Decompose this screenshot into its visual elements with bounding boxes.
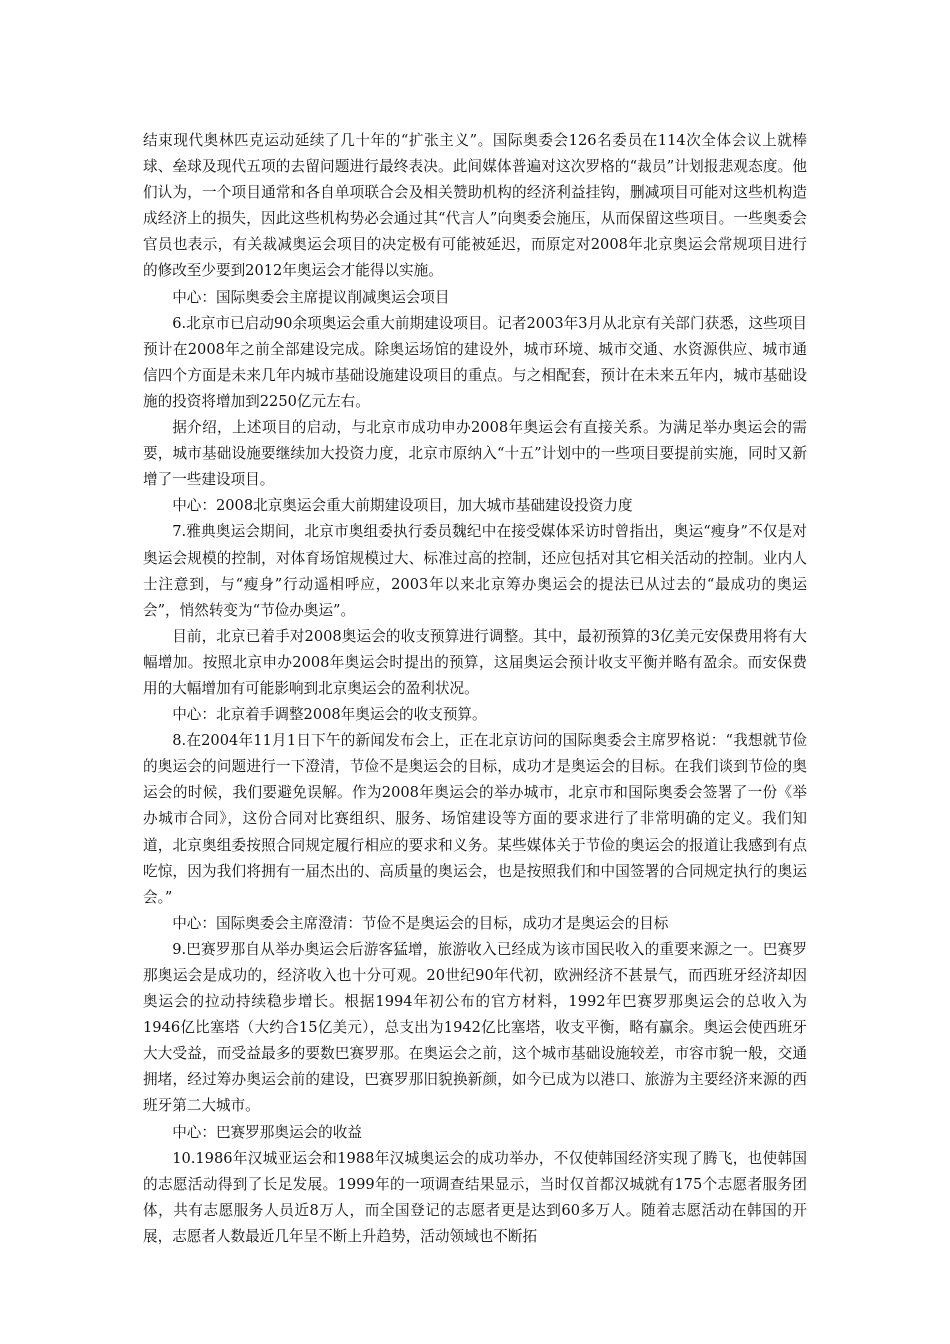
summary-line-5: 中心：国际奥委会主席提议削减奥运会项目: [172, 288, 450, 306]
paragraph-item-7: 7.雅典奥运会期间，北京市奥组委执行委员魏纪中在接受媒体采访时曾指出，奥运“瘦身”不仅是对奥运会规模的控制，对体育场馆规模过大、标准过高的控制，还应包括对其它相关活动的控制。业内人士注意到，与“瘦身”行动遥相呼应，2003年以来北京筹办奥运会的提法已从过去的“最成功的奥运会”，悄然转变为“节俭办奥运”。: [143, 523, 807, 619]
summary-line-8: 中心：国际奥委会主席澄清：节俭不是奥运会的目标，成功才是奥运会的目标: [172, 914, 669, 932]
summary-line-7: 中心：北京着手调整2008年奥运会的收支预算。: [172, 706, 487, 724]
paragraph-item-10: 10.1986年汉城亚运会和1988年汉城奥运会的成功举办，不仅使韩国经济实现了腾飞，也使韩国的志愿活动得到了长足发展。1999年的一项调查结果显示，当时仅首都汉城就有175个志愿者服务团体，共有志愿服务人员近8万人，而全国登记的志愿者更是达到60多万人。随着志愿活动在韩国的开展，志愿者人数最近几年呈不断上升趋势，活动领域也不断拓: [143, 1149, 807, 1245]
document-body: [143, 128, 807, 1250]
paragraph-item-6-continued: 据介绍，上述项目的启动，与北京市成功申办2008年奥运会有直接关系。为满足举办奥运会的需要，城市基础设施要继续加大投资力度，北京市原纳入“十五”计划中的一些项目要提前实施，同时又新增了一些建设项目。: [143, 419, 807, 489]
paragraph-intro-continued: 结束现代奥林匹克运动延续了几十年的“扩张主义”。国际奥委会126名委员在114次全体会议上就棒球、垒球及现代五项的去留问题进行最终表决。此间媒体普遍对这次罗格的“裁员”计划报悲观态度。他们认为，一个项目通常和各自单项联合会及相关赞助机构的经济利益挂钩，删减项目可能对这些机构造成经济上的损失，因此这些机构势必会通过其“代言人”向奥委会施压，从而保留这些项目。一些奥委会官员也表示，有关裁减奥运会项目的决定极有可能被延迟，而原定对2008年北京奥运会常规项目进行的修改至少要到2012年奥运会才能得以实施。: [143, 132, 807, 280]
summary-line-9: 中心：巴赛罗那奥运会的收益: [172, 1123, 362, 1141]
paragraph-item-7-continued: 目前，北京已着手对2008奥运会的收支预算进行调整。其中，最初预算的3亿美元安保费用将有大幅增加。按照北京申办2008年奥运会时提出的预算，这届奥运会预计收支平衡并略有盈余。而安保费用的大幅增加有可能影响到北京奥运会的盈利状况。: [143, 627, 807, 697]
summary-line-6: 中心：2008北京奥运会重大前期建设项目，加大城市基础建设投资力度: [172, 497, 633, 515]
paragraph-item-8: 8.在2004年11月1日下午的新闻发布会上，正在北京访问的国际奥委会主席罗格说：“我想就节俭的奥运会的问题进行一下澄清，节俭不是奥运会的目标，成功才是奥运会的目标。在我们谈到节俭的奥运会的时候，我们要避免误解。作为2008年奥运会的举办城市，北京市和国际奥委会签署了一份《举办城市合同》，这份合同对比赛组织、服务、场馆建设等方面的要求进行了非常明确的定义。我们知道，北京奥组委按照合同规定履行相应的要求和义务。某些媒体关于节俭的奥运会的报道让我感到有点吃惊，因为我们将拥有一届杰出的、高质量的奥运会，也是按照我们和中国签署的合同规定执行的奥运会。”: [143, 732, 807, 906]
paragraph-item-6: 6.北京市已启动90余项奥运会重大前期建设项目。记者2003年3月从北京有关部门获悉，这些项目预计在2008年之前全部建设完成。除奥运场馆的建设外，城市环境、城市交通、水资源供应、城市通信四个方面是未来几年内城市基础设施建设项目的重点。与之相配套，预计在未来五年内，城市基础设施的投资将增加到2250亿元左右。: [143, 314, 807, 410]
paragraph-item-9: 9.巴赛罗那自从举办奥运会后游客猛增，旅游收入已经成为该市国民收入的重要来源之一。巴赛罗那奥运会是成功的，经济收入也十分可观。20世纪90年代初，欧洲经济不甚景气，而西班牙经济却因奥运会的拉动持续稳步增长。根据1994年初公布的官方材料，1992年巴赛罗那奥运会的总收入为1946亿比塞塔（大约合15亿美元），总支出为1942亿比塞塔，收支平衡，略有赢余。奥运会使西班牙大大受益，而受益最多的要数巴赛罗那。在奥运会之前，这个城市基础设施较差，市容市貌一般，交通拥堵，经过筹办奥运会前的建设，巴赛罗那旧貌换新颜，如今已成为以港口、旅游为主要经济来源的西班牙第二大城市。: [143, 940, 807, 1115]
